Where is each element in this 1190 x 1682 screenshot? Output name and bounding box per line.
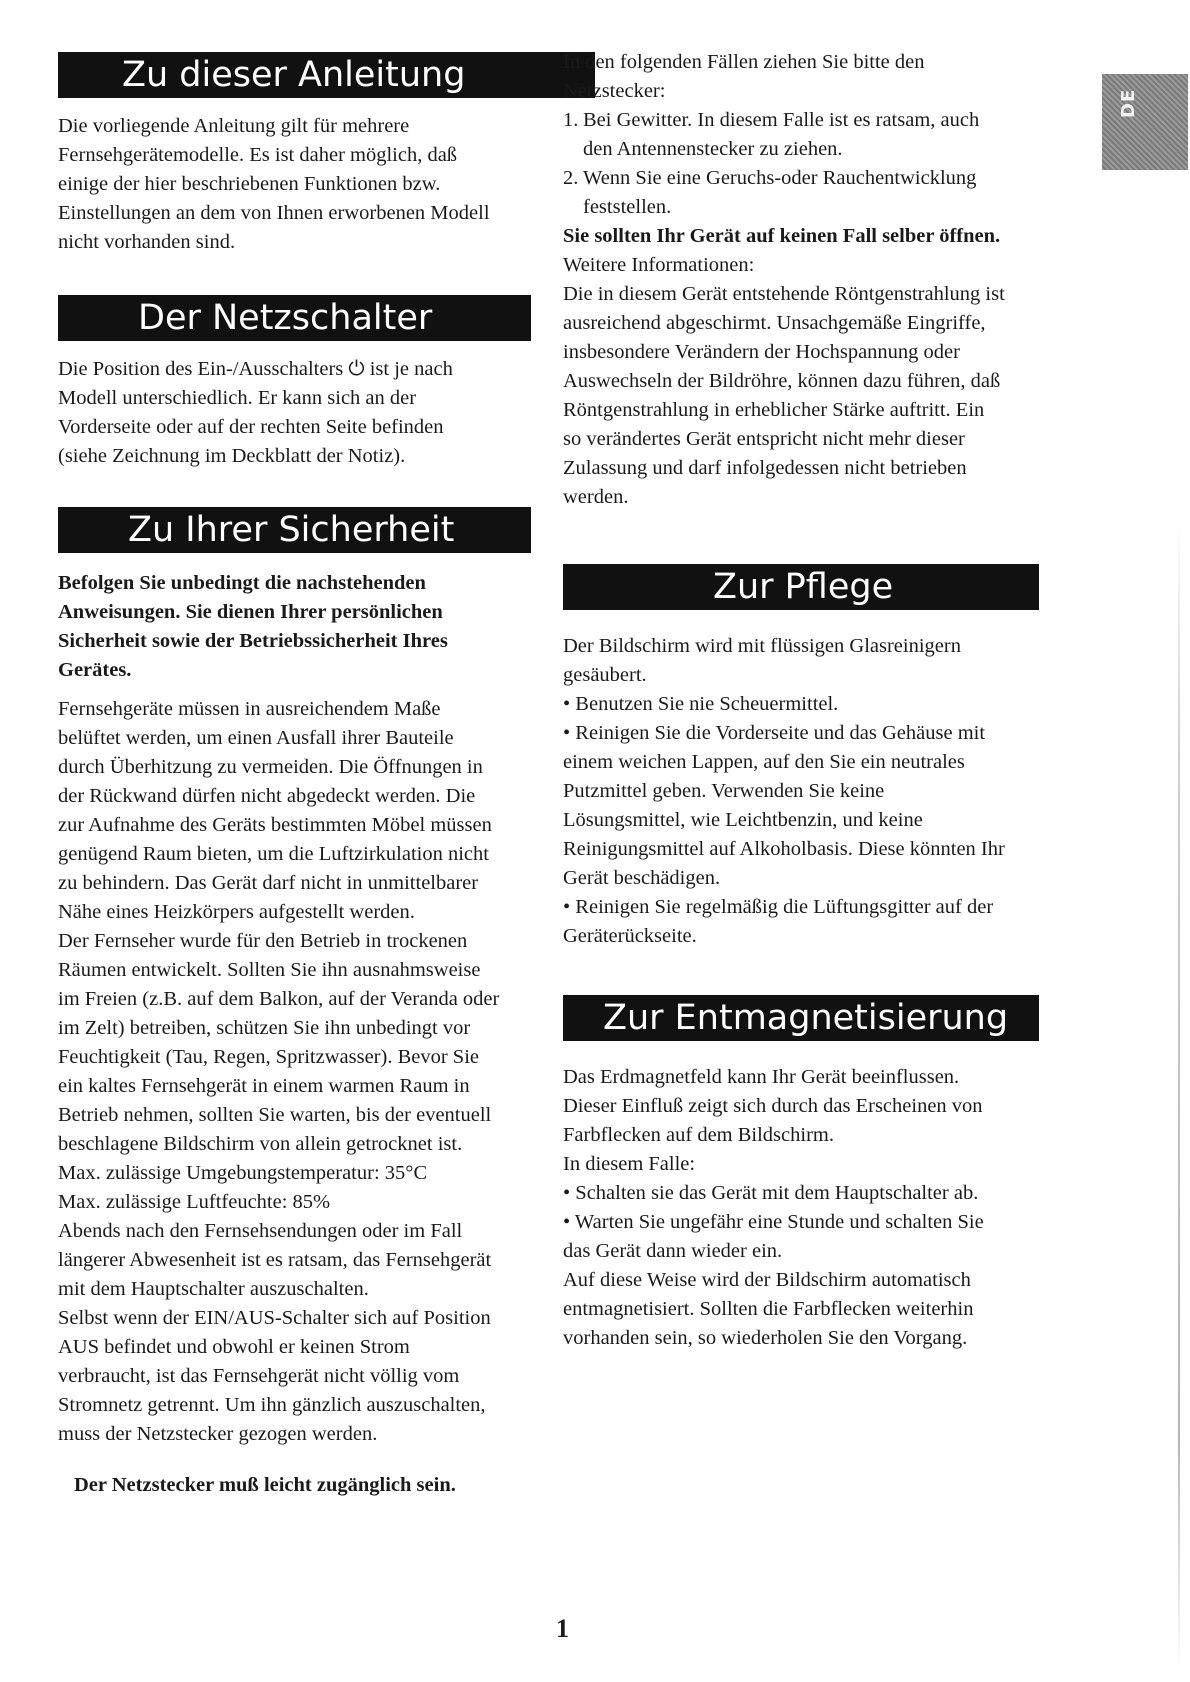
text-line: das Gerät dann wieder ein. [563,1240,783,1262]
text-line: (siehe Zeichnung im Deckblatt der Notiz). [58,445,406,467]
language-tab-label: DE [1118,88,1139,118]
text-line: entmagnetisiert. Sollten die Farbflecken weiterhin [563,1298,974,1320]
text-line: ausreichend abgeschirmt. Unsachgemäße Eingriffe, [563,312,986,334]
text-line: Modell unterschiedlich. Er kann sich an der [58,387,417,409]
text-line: zu behindern. Das Gerät darf nicht in unmittelbarer [58,872,479,894]
text-line: • Benutzen Sie nie Scheuermittel. [563,693,839,715]
text-line: Netzstecker: [563,80,666,102]
text-line: Fernsehgeräte müssen in ausreichendem Maße [58,698,441,720]
heading-zu-dieser-anleitung: Zu dieser Anleitung [58,52,595,98]
text-line: Farbflecken auf dem Bildschirm. [563,1124,834,1146]
text-line: Weitere Informationen: [563,254,755,276]
text-line: Auf diese Weise wird der Bildschirm automatisch [563,1269,971,1291]
netzstecker-note: Der Netzstecker muß leicht zugänglich sein. [74,1474,456,1496]
text-line: ein kaltes Fernsehgerät in einem warmen Raum in [58,1075,470,1097]
section-pflege-body [563,632,1053,951]
text-line: durch Überhitzung zu vermeiden. Die Öffnungen in [58,756,483,778]
text-line: belüftet werden, um einen Ausfall ihrer Bauteile [58,727,454,749]
text-line: Wenn Sie eine Geruchs-oder Rauchentwicklung [583,167,977,189]
list-number: 2. [563,167,579,189]
text-line: • Schalten sie das Gerät mit dem Hauptschalter ab. [563,1182,979,1204]
list-item [563,106,1053,164]
bold-text-line: Befolgen Sie unbedingt die nachstehenden [58,572,426,594]
text-line: einem weichen Lappen, auf den Sie ein neutrales [563,751,965,773]
text-line: muss der Netzstecker gezogen werden. [58,1423,378,1445]
text-line: im Freien (z.B. auf dem Balkon, auf der Veranda oder [58,988,500,1010]
text-line: Vorderseite oder auf der rechten Seite befinden [58,416,444,438]
text-line: beschlagene Bildschirm von allein getrocknet ist. [58,1133,463,1155]
page-number: 1 [556,1614,569,1643]
text-line: Röntgenstrahlung in erheblicher Stärke auftritt. Ein [563,399,985,421]
text-line: Dieser Einfluß zeigt sich durch das Erscheinen von [563,1095,983,1117]
text-line: Räumen entwickelt. Sollten Sie ihn ausnahmsweise [58,959,481,981]
heading-zu-ihrer-sicherheit: Zu Ihrer Sicherheit [58,507,531,553]
text-line: Bei Gewitter. In diesem Falle ist es ratsam, auch [583,109,980,131]
text-line: der Rückwand dürfen nicht abgedeckt werden. Die [58,785,476,807]
text-line: Betrieb nehmen, sollten Sie warten, bis der eventuell [58,1104,492,1126]
section-sicherheit-body [58,695,533,1449]
text-line: Auswechseln der Bildröhre, können dazu führen, daß [563,370,1001,392]
text-line: Der Bildschirm wird mit flüssigen Glasreinigern [563,635,961,657]
text-line: feststellen. [583,196,672,218]
text-line: Feuchtigkeit (Tau, Regen, Spritzwasser). Bevor Sie [58,1046,479,1068]
text-line: Selbst wenn der EIN/AUS-Schalter sich auf Position [58,1307,491,1329]
text-line: Stromnetz getrennt. Um ihn gänzlich auszuschalten, [58,1394,486,1416]
section-anleitung-body [58,112,533,257]
list-item [563,164,1053,222]
text-line: Das Erdmagnetfeld kann Ihr Gerät beeinflussen. [563,1066,960,1088]
heading-der-netzschalter: Der Netzschalter [58,295,531,341]
bold-text-line: Anweisungen. Sie dienen Ihrer persönlichen [58,601,443,623]
text-line: Abends nach den Fernsehsendungen oder im Fall [58,1220,463,1242]
text-line: Der Fernseher wurde für den Betrieb in trockenen [58,930,468,952]
text-line: einige der hier beschriebenen Funktionen bzw. [58,173,441,195]
section-netzschalter-body [58,355,533,471]
text-line: Gerät beschädigen. [563,867,721,889]
text-line: Die vorliegende Anleitung gilt für mehrere [58,115,410,137]
bold-text-line: Sicherheit sowie der Betriebssicherheit Ihres [58,630,448,652]
warning-line: Sie sollten Ihr Gerät auf keinen Fall selber öffnen. [563,225,1001,247]
text-line: Zulassung und darf infolgedessen nicht betrieben [563,457,967,479]
text-line: Putzmittel geben. Verwenden Sie keine [563,780,885,802]
text-line: • Warten Sie ungefähr eine Stunde und schalten Sie [563,1211,984,1233]
section-netzstecker-cont [563,48,1053,512]
left-column [58,52,533,1500]
language-tab [1102,74,1188,170]
text-line: werden. [563,486,629,508]
text-line: längerer Abwesenheit ist es ratsam, das Fernsehgerät [58,1249,492,1271]
text-line: • Reinigen Sie die Vorderseite und das Gehäuse mit [563,722,986,744]
section-entmagnetisierung-body [563,1063,1053,1353]
text-line: gesäubert. [563,664,647,686]
text-line: AUS befindet und obwohl er keinen Strom [58,1336,410,1358]
text-line: Max. zulässige Umgebungstemperatur: 35°C [58,1162,428,1184]
text-line: zur Aufnahme des Geräts bestimmten Möbel müssen [58,814,492,836]
text-line: • Reinigen Sie regelmäßig die Lüftungsgitter auf der [563,896,994,918]
heading-zur-pflege: Zur Pflege [563,564,1039,610]
text-line: nicht vorhanden sind. [58,231,236,253]
list-number: 1. [563,109,579,131]
text-line: insbesondere Verändern der Hochspannung oder [563,341,960,363]
text-line: verbraucht, ist das Fernsehgerät nicht völlig vom [58,1365,460,1387]
text-line: genügend Raum bieten, um die Luftzirkulation nicht [58,843,489,865]
section-sicherheit-intro [58,569,533,685]
text-line: In diesem Falle: [563,1153,696,1175]
right-column [563,48,1053,1353]
text-line: vorhanden sein, so wiederholen Sie den Vorgang. [563,1327,968,1349]
text-line: Max. zulässige Luftfeuchte: 85% [58,1191,331,1213]
text-line: mit dem Hauptschalter auszuschalten. [58,1278,369,1300]
text-line: im Zelt) betreiben, schützen Sie ihn unbedingt vor [58,1017,471,1039]
text-line: so verändertes Gerät entspricht nicht mehr dieser [563,428,965,450]
text-line: Die Position des Ein-/Ausschalters ⏻ ist je nach [58,358,453,380]
heading-zur-entmagnetisierung: Zur Entmagnetisierung [563,995,1039,1041]
text-line: Nähe eines Heizkörpers aufgestellt werden. [58,901,415,923]
page-edge-shadow [1178,520,1180,1670]
text-line: Geräterückseite. [563,925,697,947]
text-line: Fernsehgerätemodelle. Es ist daher möglich, daß [58,144,458,166]
text-line: Einstellungen an dem von Ihnen erworbenen Modell [58,202,490,224]
text-line: Reinigungsmittel auf Alkoholbasis. Diese könnten Ihr [563,838,1005,860]
text-line: den Antennenstecker zu ziehen. [583,138,843,160]
text-line: Die in diesem Gerät entstehende Röntgenstrahlung ist [563,283,1005,305]
text-line: In den folgenden Fällen ziehen Sie bitte den [563,51,925,73]
bold-text-line: Gerätes. [58,659,132,681]
text-line: Lösungsmittel, wie Leichtbenzin, und keine [563,809,923,831]
